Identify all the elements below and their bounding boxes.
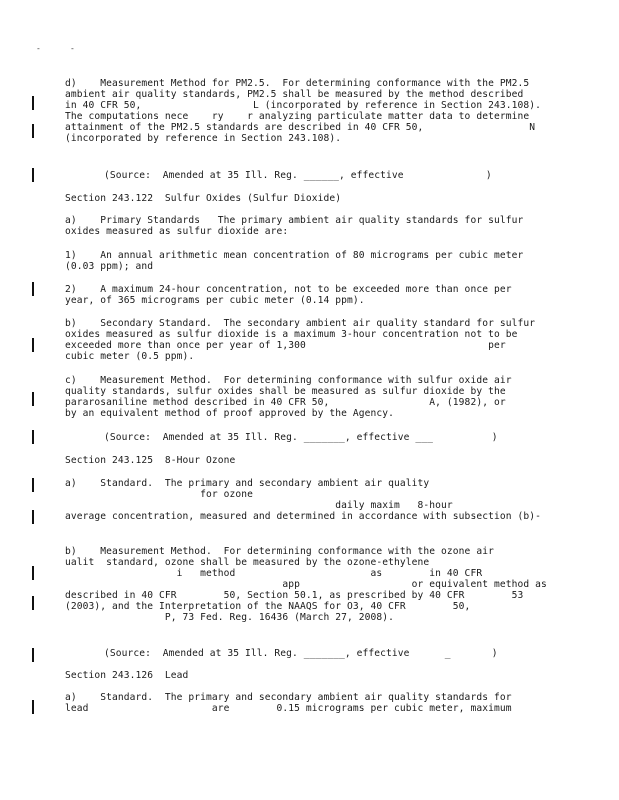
body-text: The computations nece ry r analyzing particulate matter data to determine (65, 111, 530, 122)
section-heading: Section 243.126 Lead (65, 670, 189, 681)
body-text: for ozone (65, 489, 254, 500)
body-text: cubic meter (0.5 ppm). (65, 351, 195, 362)
body-text: i method as in 40 CFR (65, 568, 483, 579)
body-text: a) Standard. The primary and secondary ambient air quality (65, 478, 430, 489)
page-mark: - (70, 44, 75, 53)
section-heading: Section 243.125 8-Hour Ozone (65, 455, 236, 466)
body-text: exceeded more than once per year of 1,300 per (65, 340, 506, 351)
body-text: in 40 CFR 50, L (incorporated by reference in Section 243.108). (65, 100, 541, 111)
revision-bar (32, 510, 34, 524)
section-heading: Section 243.122 Sulfur Oxides (Sulfur Dioxide) (65, 193, 342, 204)
body-text: pararosaniline method described in 40 CFR 50, A, (1982), or (65, 397, 506, 408)
source-note: (Source: Amended at 35 Ill. Reg. _______, effective _ ) (104, 648, 498, 659)
revision-bar (32, 566, 34, 580)
page-mark: - (36, 44, 41, 53)
body-text: year, of 365 micrograms per cubic meter (0.14 ppm). (65, 295, 365, 306)
body-text: oxides measured as sulfur dioxide is a maximum 3-hour concentration not to be (65, 329, 518, 340)
body-text: app or equivalent method as (65, 579, 547, 590)
body-text: (0.03 ppm); and (65, 261, 154, 272)
source-note: (Source: Amended at 35 Ill. Reg. _______, effective ___ ) (104, 432, 498, 443)
body-text: described in 40 CFR 50, Section 50.1, as prescribed by 40 CFR 53 (65, 590, 524, 601)
body-text: (incorporated by reference in Section 243.108). (65, 133, 342, 144)
body-text: (2003), and the Interpretation of the NAAQS for O3, 40 CFR 50, (65, 601, 471, 612)
body-text: 2) A maximum 24-hour concentration, not to be exceeded more than once per (65, 284, 512, 295)
body-text: lead are 0.15 micrograms per cubic meter, maximum (65, 703, 512, 714)
body-text: average concentration, measured and determined in accordance with subsection (b)- (65, 511, 541, 522)
revision-bar (32, 168, 34, 182)
body-text: oxides measured as sulfur dioxide are: (65, 226, 289, 237)
revision-bar (32, 478, 34, 492)
body-text: a) Standard. The primary and secondary ambient air quality standards for (65, 692, 512, 703)
revision-bar (32, 338, 34, 352)
body-text: by an equivalent method of proof approved by the Agency. (65, 408, 395, 419)
revision-bar (32, 430, 34, 444)
source-note: (Source: Amended at 35 Ill. Reg. ______, effective ) (104, 170, 492, 181)
body-text: c) Measurement Method. For determining conformance with sulfur oxide air (65, 375, 512, 386)
revision-bar (32, 282, 34, 296)
body-text: 1) An annual arithmetic mean concentration of 80 micrograms per cubic meter (65, 250, 524, 261)
body-text: d) Measurement Method for PM2.5. For determining conformance with the PM2.5 (65, 78, 530, 89)
body-text: attainment of the PM2.5 standards are described in 40 CFR 50, N (65, 122, 536, 133)
body-text: P, 73 Fed. Reg. 16436 (March 27, 2008). (65, 612, 395, 623)
revision-bar (32, 392, 34, 406)
body-text: a) Primary Standards The primary ambient air quality standards for sulfur (65, 215, 524, 226)
body-text: b) Measurement Method. For determining conformance with the ozone air (65, 546, 494, 557)
body-text: daily maxim 8-hour (65, 500, 453, 511)
revision-bar (32, 596, 34, 610)
body-text: b) Secondary Standard. The secondary ambient air quality standard for sulfur (65, 318, 536, 329)
revision-bar (32, 124, 34, 138)
body-text: ualit standard, ozone shall be measured by the ozone-ethylene (65, 557, 430, 568)
revision-bar (32, 648, 34, 662)
revision-bar (32, 96, 34, 110)
revision-bar (32, 700, 34, 714)
body-text: quality standards, sulfur oxides shall be measured as sulfur dioxide by the (65, 386, 506, 397)
body-text: ambient air quality standards, PM2.5 shall be measured by the method described (65, 89, 524, 100)
